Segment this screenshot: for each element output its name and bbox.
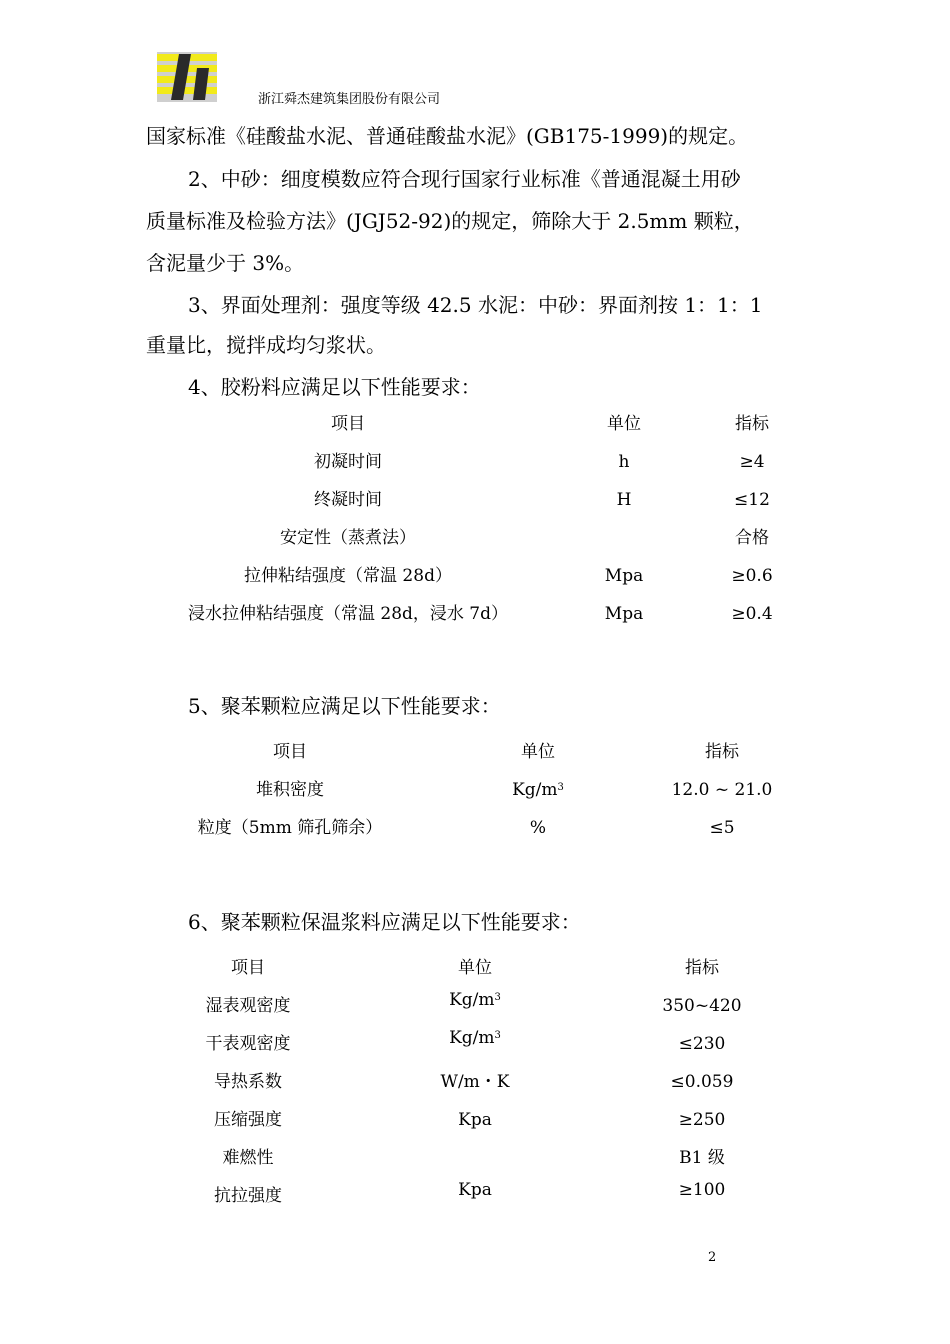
table-cell: 合格 [735, 528, 769, 548]
section-heading: 6、聚苯颗粒保温浆料应满足以下性能要求： [188, 910, 581, 934]
page-number: 2 [708, 1250, 717, 1265]
table-header-unit: 单位 [607, 414, 641, 434]
table-cell: 初凝时间 [314, 452, 382, 472]
table-cell: $Kg/m^3$ [449, 1028, 501, 1048]
paragraph-line: 3、界面处理剂：强度等级 42.5 水泥：中砂：界面剂按 1：1：1 [188, 293, 763, 317]
table-cell: Mpa [604, 566, 644, 586]
table-cell: $Kg/m^3$ [449, 990, 501, 1010]
section-heading: 4、胶粉料应满足以下性能要求： [188, 375, 481, 399]
superscript: 3 [557, 782, 564, 793]
table-cell: 湿表观密度 [205, 996, 291, 1016]
paragraph-line: 国家标准《硅酸盐水泥、普通硅酸盐水泥》(GB175-1999)的规定。 [146, 124, 749, 148]
table-cell: ≥0.4 [731, 604, 773, 624]
table-cell: % [529, 818, 547, 838]
table-cell: 抗拉强度 [214, 1186, 282, 1206]
paragraph-line: 含泥量少于 3%。 [146, 251, 305, 275]
table-header-item: 项目 [231, 958, 265, 978]
table-cell: B1 级 [679, 1148, 725, 1168]
superscript: 3 [494, 992, 501, 1003]
table-cell: 堆积密度 [256, 780, 324, 800]
table-header-item: 项目 [273, 742, 307, 762]
table-cell: W/m・K [440, 1072, 510, 1092]
table-cell: $Kg/m^3$ [512, 780, 564, 800]
superscript: 3 [494, 1030, 501, 1041]
table-cell: 压缩强度 [214, 1110, 282, 1130]
table-cell: ≥4 [739, 452, 765, 472]
table-cell: 终凝时间 [314, 490, 382, 510]
table-cell: h [618, 452, 630, 472]
table-cell: ≤12 [734, 490, 770, 510]
table-cell: ≤5 [709, 818, 735, 838]
company-logo [157, 52, 217, 102]
table-header-unit: 单位 [458, 958, 492, 978]
company-name: 浙江舜杰建筑集团股份有限公司 [258, 92, 441, 107]
table-cell: H [616, 490, 632, 510]
table-cell: ≤230 [678, 1034, 726, 1054]
table-cell: 粒度（5mm 筛孔筛余） [197, 818, 383, 838]
table-cell: 12.0 ~ 21.0 [671, 780, 773, 800]
table-cell: 导热系数 [214, 1072, 282, 1092]
paragraph-line: 2、中砂：细度模数应符合现行国家行业标准《普通混凝土用砂 [188, 167, 741, 191]
table-cell: ≥0.6 [731, 566, 773, 586]
table-cell: 350~420 [662, 996, 742, 1016]
table-cell: 难燃性 [222, 1148, 274, 1168]
table-cell: 拉伸粘结强度（常温 28d） [244, 566, 452, 586]
table-cell: 干表观密度 [205, 1034, 291, 1054]
table-header-item: 项目 [331, 414, 365, 434]
table-cell: ≥100 [678, 1180, 726, 1200]
table-cell: Kpa [458, 1110, 492, 1130]
table-header-index: 指标 [685, 958, 719, 978]
table-cell: Kpa [458, 1180, 492, 1200]
table-cell: 浸水拉伸粘结强度（常温 28d，浸水 7d） [187, 604, 509, 624]
paragraph-line: 质量标准及检验方法》(JGJ52-92)的规定，筛除大于 2.5mm 颗粒， [146, 209, 754, 233]
section-heading: 5、聚苯颗粒应满足以下性能要求： [188, 694, 501, 718]
table-header-unit: 单位 [521, 742, 555, 762]
paragraph-line: 重量比，搅拌成均匀浆状。 [146, 333, 386, 357]
table-header-index: 指标 [705, 742, 739, 762]
table-header-index: 指标 [735, 414, 769, 434]
table-cell: ≥250 [678, 1110, 726, 1130]
table-cell: ≤0.059 [670, 1072, 734, 1092]
table-cell: Mpa [604, 604, 644, 624]
table-cell: 安定性（蒸煮法） [280, 528, 416, 548]
